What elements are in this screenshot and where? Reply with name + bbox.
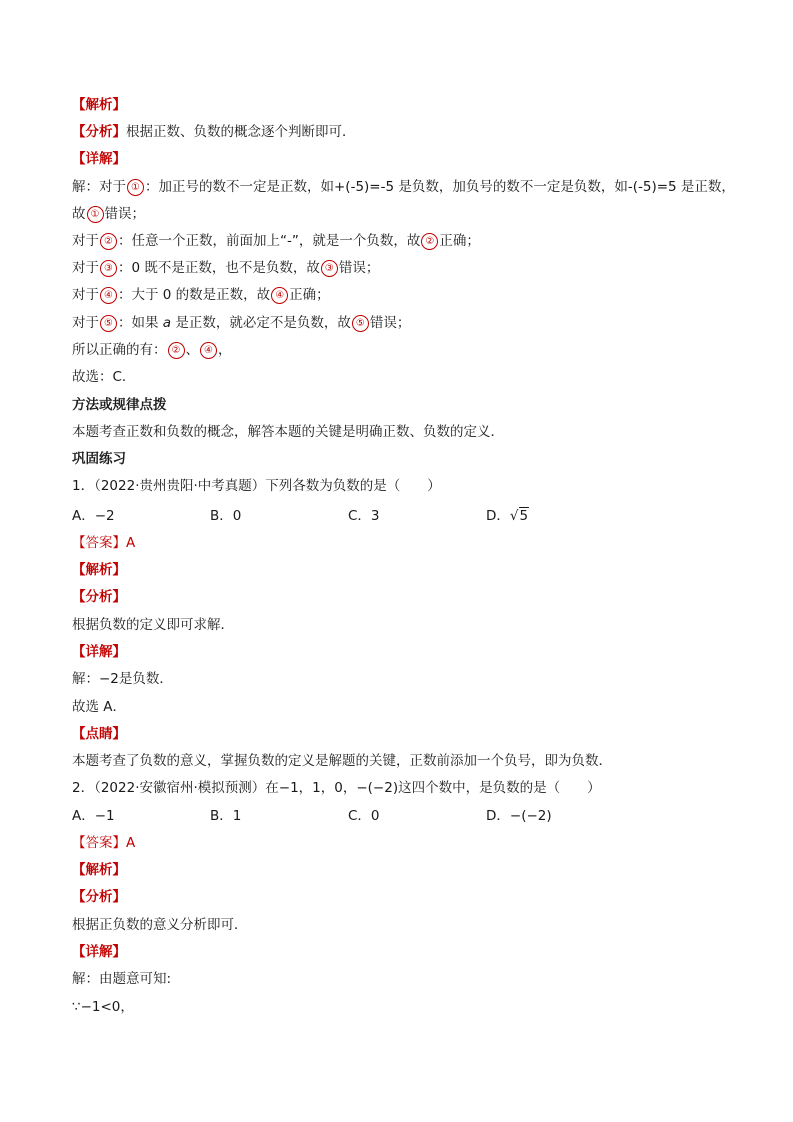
q1-fenxi: 【分析】 <box>72 589 126 605</box>
q1-dianjing: 【点睛】 <box>72 726 126 742</box>
q1-option-a: A．−2 <box>72 508 115 524</box>
q1-stem: 1．（2022·贵州贵阳·中考真题）下列各数为负数的是（ ） <box>72 478 441 494</box>
q2-option-a: A．−1 <box>72 808 115 824</box>
solution-line-2: 故 ① 错误； <box>72 206 145 222</box>
solution-line-7: 所以正确的有： ② 、 ④ ， <box>72 342 232 358</box>
q2-option-b: B．1 <box>210 808 242 824</box>
fenxi-line: 【分析】根据正数、负数的概念逐个判断即可． <box>72 124 356 140</box>
q1-fenxi-text: 根据负数的定义即可求解． <box>72 617 234 633</box>
sqrt-symbol: √5 <box>509 508 529 524</box>
q2-fenxi-text: 根据正负数的意义分析即可． <box>72 917 248 933</box>
q1-guxuan: 故选 A． <box>72 699 127 715</box>
jiexi-heading: 【解析】 <box>72 97 126 113</box>
q1-option-d: D．√5 <box>486 508 529 524</box>
q1-dianjing-text: 本题考查了负数的意义，掌握负数的定义是解题的关键，正数前添加一个负号，即为负数． <box>72 753 612 769</box>
method-text: 本题考查正数和负数的概念，解答本题的关键是明确正数、负数的定义． <box>72 424 504 440</box>
solution-line-3: 对于 ② ：任意一个正数，前面加上“-”，就是一个负数，故 ② 正确； <box>72 233 480 249</box>
q2-xiangjie: 【详解】 <box>72 944 126 960</box>
solution-answer: 故选：C． <box>72 369 136 385</box>
q2-because: ∵−1<0， <box>72 999 134 1015</box>
solution-line-5: 对于 ④ ：大于 0 的数是正数，故 ④ 正确； <box>72 287 330 303</box>
q1-option-c: C．3 <box>348 508 380 524</box>
method-title: 方法或规律点拨 <box>72 397 167 413</box>
q1-jie: 解：−2是负数． <box>72 671 173 687</box>
q1-option-b: B．0 <box>210 508 242 524</box>
xiangjie-heading: 【详解】 <box>72 151 126 167</box>
solution-line-6: 对于 ⑤ ：如果 a 是正数，就必定不是负数，故 ⑤ 错误； <box>72 315 411 331</box>
q2-option-c: C．0 <box>348 808 380 824</box>
solution-line-1: 解：对于 ① ：加正号的数不一定是正数，如+(-5)=-5 是负数，加负号的数不一定是负数，如-(-5)=5 是正数， <box>72 179 735 195</box>
q2-stem: 2．（2022·安徽宿州·模拟预测）在−1，1，0，−(−2)这四个数中，是负数的是（ ） <box>72 780 601 796</box>
q1-jiexi: 【解析】 <box>72 562 126 578</box>
practice-title: 巩固练习 <box>72 451 126 467</box>
q1-answer: 【答案】A <box>72 535 136 551</box>
q2-jie: 解：由题意可知: <box>72 971 172 987</box>
q2-jiexi: 【解析】 <box>72 862 126 878</box>
solution-line-4: 对于 ③ ：0 既不是正数，也不是负数，故 ③ 错误； <box>72 260 380 276</box>
q2-fenxi: 【分析】 <box>72 889 126 905</box>
q1-xiangjie: 【详解】 <box>72 644 126 660</box>
q2-option-d: D．−(−2) <box>486 808 552 824</box>
q2-answer: 【答案】A <box>72 835 136 851</box>
